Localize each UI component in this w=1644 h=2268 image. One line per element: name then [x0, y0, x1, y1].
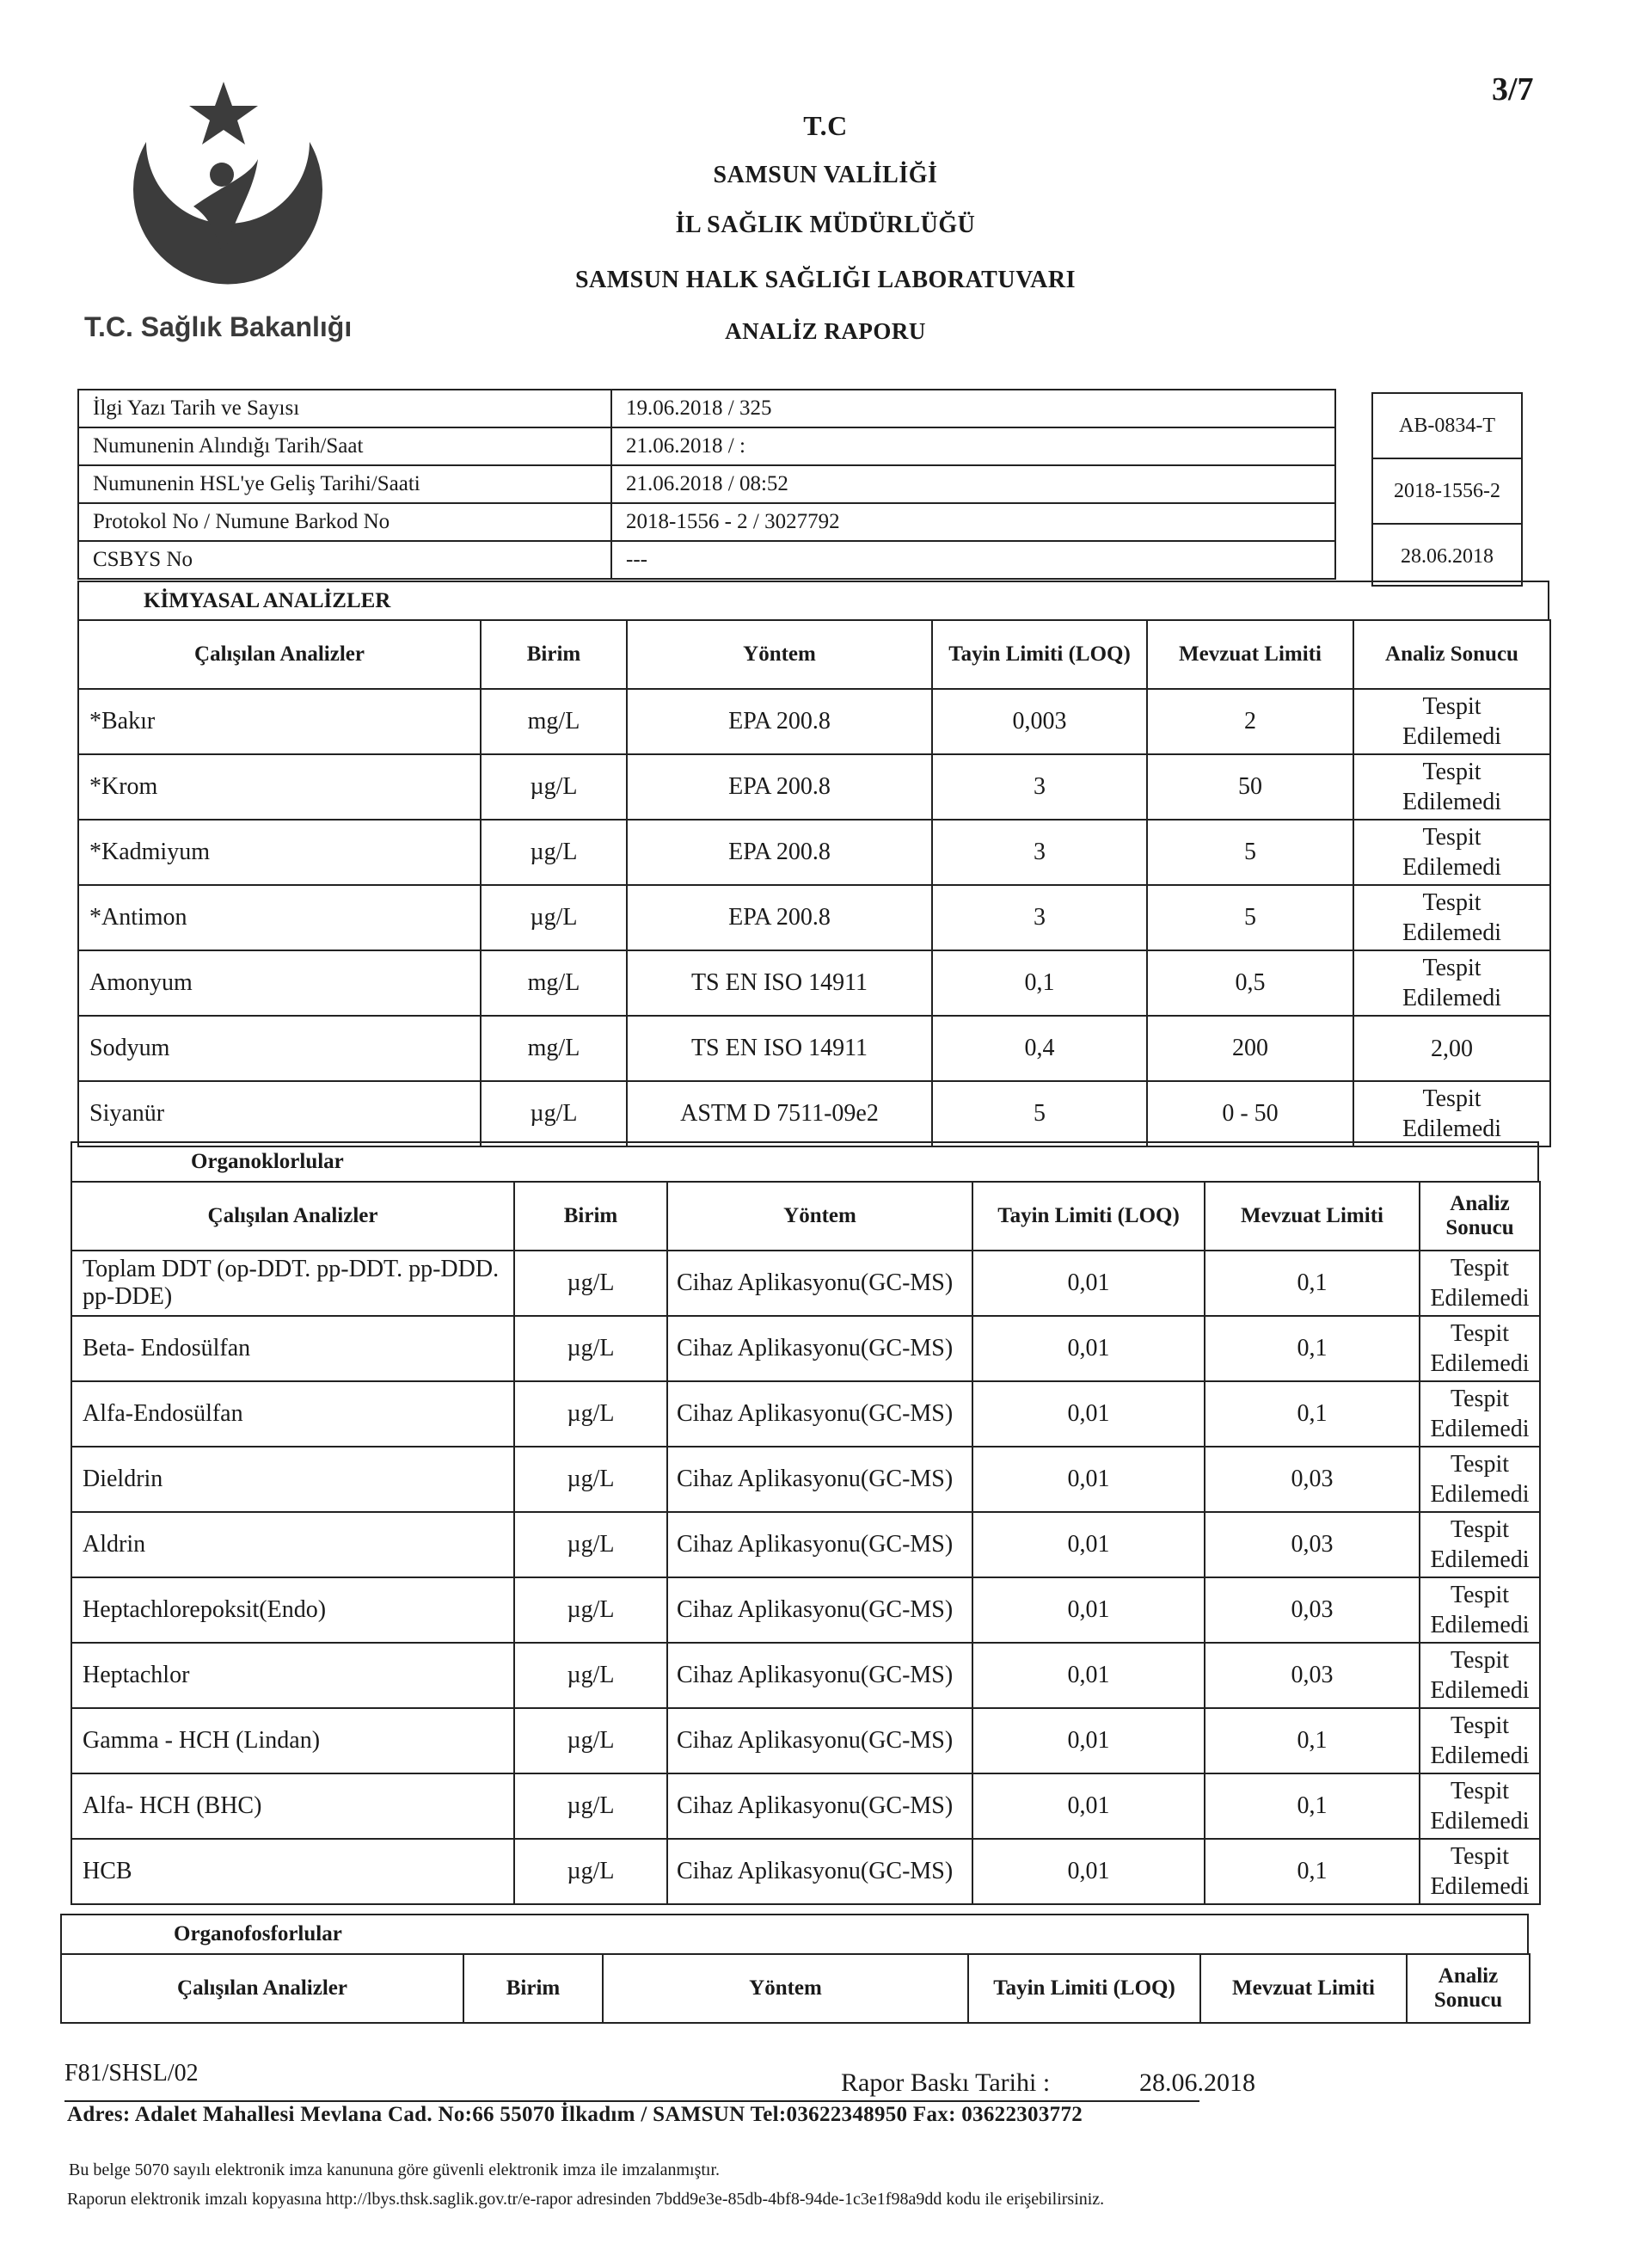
analysis-name: Alfa-Endosülfan — [71, 1381, 514, 1447]
col-analysis: Çalışılan Analizler — [71, 1182, 514, 1251]
legal-limit-cell: 0,1 — [1205, 1381, 1420, 1447]
col-loq: Tayin Limiti (LOQ) — [972, 1182, 1205, 1251]
result-cell — [1420, 1577, 1540, 1643]
loq-cell: 0,01 — [972, 1839, 1205, 1904]
result-line-1: Tespit — [1450, 1255, 1510, 1282]
result-cell — [1420, 1839, 1540, 1904]
col-analysis: Çalışılan Analizler — [78, 620, 481, 689]
e-signature-note: Bu belge 5070 sayılı elektronik imza kanununa göre güvenli elektronik imza ile imzalanmıştır. — [69, 2160, 721, 2179]
result-line-2: Edilemedi — [1402, 1116, 1502, 1142]
loq-cell: 0,4 — [932, 1016, 1147, 1081]
info-label: CSBYS No — [78, 541, 611, 579]
legal-limit-cell: 0,1 — [1205, 1773, 1420, 1839]
analysis-name: *Krom — [78, 754, 481, 820]
method-cell: Cihaz Aplikasyonu(GC-MS) — [667, 1643, 972, 1708]
method-cell: Cihaz Aplikasyonu(GC-MS) — [667, 1708, 972, 1773]
legal-limit-cell: 0,5 — [1147, 950, 1353, 1016]
col-result: Analiz Sonucu — [1407, 1954, 1530, 2023]
table-row — [71, 1316, 1540, 1381]
analysis-name: Amonyum — [78, 950, 481, 1016]
result-cell — [1353, 689, 1550, 754]
result-line-2: Edilemedi — [1430, 1612, 1530, 1638]
legal-limit-cell: 2 — [1147, 689, 1353, 754]
loq-cell: 0,01 — [972, 1643, 1205, 1708]
table-row — [71, 1447, 1540, 1512]
result-cell — [1420, 1708, 1540, 1773]
result-line-2: Edilemedi — [1430, 1873, 1530, 1900]
loq-cell: 0,003 — [932, 689, 1147, 754]
legal-limit-cell: 0,1 — [1205, 1839, 1420, 1904]
col-method: Yöntem — [667, 1182, 972, 1251]
table-row — [78, 754, 1550, 820]
table-row — [78, 950, 1550, 1016]
result-cell — [1353, 820, 1550, 885]
result-line-1: 2,00 — [1431, 1035, 1473, 1062]
header-directorate: İL SAĞLIK MÜDÜRLÜĞÜ — [675, 212, 976, 238]
ministry-logo-text: T.C. Sağlık Bakanlığı — [84, 311, 353, 342]
result-line-1: Tespit — [1422, 1085, 1481, 1112]
result-line-1: Tespit — [1450, 1320, 1510, 1347]
result-line-1: Tespit — [1450, 1778, 1510, 1804]
loq-cell: 0,01 — [972, 1447, 1205, 1512]
result-line-1: Tespit — [1450, 1516, 1510, 1543]
result-cell — [1353, 1016, 1550, 1081]
loq-cell: 0,01 — [972, 1316, 1205, 1381]
result-cell — [1353, 950, 1550, 1016]
table-row — [71, 1773, 1540, 1839]
result-cell — [1420, 1643, 1540, 1708]
info-value: 19.06.2018 / 325 — [611, 390, 1335, 427]
method-cell: ASTM D 7511-09e2 — [627, 1081, 932, 1146]
section-organochlorine-title: Organoklorlular — [71, 1141, 1539, 1181]
info-value: --- — [611, 541, 1335, 579]
info-label: Numunenin Alındığı Tarih/Saat — [78, 427, 611, 465]
loq-cell: 0,01 — [972, 1251, 1205, 1316]
result-cell — [1420, 1512, 1540, 1577]
result-line-2: Edilemedi — [1402, 985, 1502, 1011]
unit-cell: µg/L — [514, 1643, 667, 1708]
legal-limit-cell: 0,1 — [1205, 1316, 1420, 1381]
result-cell — [1353, 754, 1550, 820]
method-cell: EPA 200.8 — [627, 820, 932, 885]
info-row — [78, 427, 1335, 465]
info-label: Numunenin HSL'ye Geliş Tarihi/Saati — [78, 465, 611, 503]
unit-cell: µg/L — [514, 1512, 667, 1577]
legal-limit-cell: 200 — [1147, 1016, 1353, 1081]
table-row — [71, 1381, 1540, 1447]
table-row — [71, 1512, 1540, 1577]
result-line-1: Tespit — [1450, 1582, 1510, 1608]
result-line-2: Edilemedi — [1402, 789, 1502, 815]
analysis-name: Gamma - HCH (Lindan) — [71, 1708, 514, 1773]
table-row — [78, 1016, 1550, 1081]
loq-cell: 0,1 — [932, 950, 1147, 1016]
analysis-name: *Bakır — [78, 689, 481, 754]
info-label: İlgi Yazı Tarih ve Sayısı — [78, 390, 611, 427]
info-row — [78, 541, 1335, 579]
table-header-row — [61, 1954, 1530, 2023]
result-line-2: Edilemedi — [1430, 1285, 1530, 1312]
loq-cell: 3 — [932, 754, 1147, 820]
table-row — [71, 1708, 1540, 1773]
analysis-name: Toplam DDT (op-DDT. pp-DDT. pp-DDD. pp-DDE) — [71, 1251, 514, 1316]
loq-cell: 0,01 — [972, 1512, 1205, 1577]
table-row — [78, 885, 1550, 950]
result-cell — [1420, 1316, 1540, 1381]
report-id-box — [1371, 392, 1523, 587]
legal-limit-cell: 0,03 — [1205, 1447, 1420, 1512]
ministry-logo-icon — [95, 82, 361, 288]
loq-cell: 0,01 — [972, 1708, 1205, 1773]
col-method: Yöntem — [603, 1954, 968, 2023]
analysis-name: HCB — [71, 1839, 514, 1904]
table-row — [71, 1643, 1540, 1708]
analysis-name: Heptachlor — [71, 1643, 514, 1708]
organophosphate-table — [60, 1953, 1531, 2024]
result-cell — [1353, 1081, 1550, 1146]
loq-cell: 0,01 — [972, 1381, 1205, 1447]
result-line-2: Edilemedi — [1430, 1742, 1530, 1769]
loq-cell: 5 — [932, 1081, 1147, 1146]
footer-divider — [64, 2100, 1199, 2102]
loq-cell: 0,01 — [972, 1773, 1205, 1839]
col-legal-limit: Mevzuat Limiti — [1205, 1182, 1420, 1251]
result-line-1: Tespit — [1422, 759, 1481, 785]
unit-cell: µg/L — [514, 1708, 667, 1773]
unit-cell: µg/L — [514, 1381, 667, 1447]
table-header-row — [71, 1182, 1540, 1251]
header-governorship: SAMSUN VALİLİĞİ — [713, 162, 938, 188]
unit-cell: mg/L — [481, 950, 627, 1016]
result-line-2: Edilemedi — [1430, 1350, 1530, 1377]
result-line-2: Edilemedi — [1402, 854, 1502, 881]
chemical-analysis-table — [77, 619, 1551, 1147]
analysis-name: Heptachlorepoksit(Endo) — [71, 1577, 514, 1643]
method-cell: TS EN ISO 14911 — [627, 1016, 932, 1081]
result-line-2: Edilemedi — [1402, 919, 1502, 946]
result-line-1: Tespit — [1450, 1451, 1510, 1478]
section-chemical-title: KİMYASAL ANALİZLER — [77, 581, 1549, 620]
info-label: Protokol No / Numune Barkod No — [78, 503, 611, 541]
analysis-name: *Antimon — [78, 885, 481, 950]
sample-info-table — [77, 389, 1336, 580]
unit-cell: µg/L — [481, 754, 627, 820]
unit-cell: µg/L — [514, 1316, 667, 1381]
method-cell: Cihaz Aplikasyonu(GC-MS) — [667, 1316, 972, 1381]
print-date-label: Rapor Baskı Tarihi : — [841, 2068, 1051, 2097]
result-line-2: Edilemedi — [1430, 1416, 1530, 1442]
analysis-name: Alfa- HCH (BHC) — [71, 1773, 514, 1839]
result-line-2: Edilemedi — [1430, 1481, 1530, 1508]
result-line-2: Edilemedi — [1430, 1677, 1530, 1704]
loq-cell: 0,01 — [972, 1577, 1205, 1643]
col-unit: Birim — [463, 1954, 603, 2023]
result-cell — [1420, 1251, 1540, 1316]
col-legal-limit: Mevzuat Limiti — [1147, 620, 1353, 689]
table-row — [78, 689, 1550, 754]
method-cell: EPA 200.8 — [627, 885, 932, 950]
legal-limit-cell: 0,03 — [1205, 1512, 1420, 1577]
col-unit: Birim — [481, 620, 627, 689]
method-cell: Cihaz Aplikasyonu(GC-MS) — [667, 1577, 972, 1643]
loq-cell: 3 — [932, 885, 1147, 950]
form-code: F81/SHSL/02 — [64, 2060, 199, 2087]
info-row — [78, 503, 1335, 541]
col-unit: Birim — [514, 1182, 667, 1251]
analysis-name: Aldrin — [71, 1512, 514, 1577]
method-cell: Cihaz Aplikasyonu(GC-MS) — [667, 1381, 972, 1447]
analysis-name: Sodyum — [78, 1016, 481, 1081]
page-number: 3/7 — [1492, 71, 1534, 108]
col-method: Yöntem — [627, 620, 932, 689]
legal-limit-cell: 0,03 — [1205, 1577, 1420, 1643]
address: Adres: Adalet Mahallesi Mevlana Cad. No:66 55070 İlkadım / SAMSUN Tel:03622348950 Fax: 03622303772 — [67, 2103, 1083, 2126]
unit-cell: µg/L — [514, 1839, 667, 1904]
unit-cell: µg/L — [514, 1577, 667, 1643]
method-cell: Cihaz Aplikasyonu(GC-MS) — [667, 1512, 972, 1577]
col-analysis: Çalışılan Analizler — [61, 1954, 463, 2023]
result-cell — [1420, 1447, 1540, 1512]
result-line-1: Tespit — [1450, 1647, 1510, 1674]
result-line-2: Edilemedi — [1430, 1808, 1530, 1835]
method-cell: Cihaz Aplikasyonu(GC-MS) — [667, 1839, 972, 1904]
loq-cell: 3 — [932, 820, 1147, 885]
section-organophosphate-title: Organofosforlular — [60, 1914, 1529, 1953]
result-cell — [1420, 1381, 1540, 1447]
info-value: 2018-1556 - 2 / 3027792 — [611, 503, 1335, 541]
result-cell — [1353, 885, 1550, 950]
method-cell: TS EN ISO 14911 — [627, 950, 932, 1016]
info-row — [78, 390, 1335, 427]
print-date-value: 28.06.2018 — [1139, 2068, 1255, 2097]
info-value: 21.06.2018 / : — [611, 427, 1335, 465]
col-result: Analiz Sonucu — [1353, 620, 1550, 689]
unit-cell: mg/L — [481, 689, 627, 754]
unit-cell: µg/L — [481, 1081, 627, 1146]
method-cell: Cihaz Aplikasyonu(GC-MS) — [667, 1447, 972, 1512]
report-number: 2018-1556-2 — [1373, 459, 1521, 525]
legal-limit-cell: 5 — [1147, 820, 1353, 885]
header-tc: T.C — [803, 110, 848, 141]
legal-limit-cell: 5 — [1147, 885, 1353, 950]
result-cell — [1420, 1773, 1540, 1839]
legal-limit-cell: 0,1 — [1205, 1251, 1420, 1316]
unit-cell: µg/L — [514, 1773, 667, 1839]
table-row — [78, 1081, 1550, 1146]
result-line-1: Tespit — [1422, 889, 1481, 916]
table-row — [71, 1251, 1540, 1316]
table-row — [78, 820, 1550, 885]
accreditation-code: AB-0834-T — [1373, 394, 1521, 459]
method-cell: EPA 200.8 — [627, 689, 932, 754]
result-line-1: Tespit — [1422, 955, 1481, 981]
legal-limit-cell: 0,1 — [1205, 1708, 1420, 1773]
unit-cell: µg/L — [514, 1447, 667, 1512]
unit-cell: µg/L — [481, 820, 627, 885]
result-line-1: Tespit — [1450, 1843, 1510, 1870]
analysis-name: Beta- Endosülfan — [71, 1316, 514, 1381]
unit-cell: µg/L — [481, 885, 627, 950]
header-report-title: ANALİZ RAPORU — [725, 318, 926, 344]
report-date: 28.06.2018 — [1401, 545, 1494, 568]
col-legal-limit: Mevzuat Limiti — [1200, 1954, 1407, 2023]
result-line-1: Tespit — [1422, 693, 1481, 720]
analysis-name: Dieldrin — [71, 1447, 514, 1512]
legal-limit-cell: 50 — [1147, 754, 1353, 820]
method-cell: Cihaz Aplikasyonu(GC-MS) — [667, 1773, 972, 1839]
e-report-link-note: Raporun elektronik imzalı kopyasına http://lbys.thsk.saglik.gov.tr/e-rapor adresinden 7bdd9e3e-85db-4bf8-94de-1c3e1f98a9dd kodu ile erişebilirsiniz. — [67, 2190, 1105, 2209]
unit-cell: µg/L — [514, 1251, 667, 1316]
analysis-name: Siyanür — [78, 1081, 481, 1146]
analysis-name: *Kadmiyum — [78, 820, 481, 885]
result-line-2: Edilemedi — [1402, 723, 1502, 750]
col-loq: Tayin Limiti (LOQ) — [932, 620, 1147, 689]
table-row — [71, 1839, 1540, 1904]
info-row — [78, 465, 1335, 503]
legal-limit-cell: 0 - 50 — [1147, 1081, 1353, 1146]
method-cell: EPA 200.8 — [627, 754, 932, 820]
table-header-row — [78, 620, 1550, 689]
result-line-1: Tespit — [1450, 1712, 1510, 1739]
method-cell: Cihaz Aplikasyonu(GC-MS) — [667, 1251, 972, 1316]
table-row — [71, 1577, 1540, 1643]
result-line-2: Edilemedi — [1430, 1546, 1530, 1573]
header-laboratory: SAMSUN HALK SAĞLIĞI LABORATUVARI — [574, 267, 1077, 293]
organochlorine-table — [71, 1181, 1541, 1905]
result-line-1: Tespit — [1422, 824, 1481, 851]
result-line-1: Tespit — [1450, 1386, 1510, 1412]
col-loq: Tayin Limiti (LOQ) — [968, 1954, 1200, 2023]
info-value: 21.06.2018 / 08:52 — [611, 465, 1335, 503]
unit-cell: mg/L — [481, 1016, 627, 1081]
legal-limit-cell: 0,03 — [1205, 1643, 1420, 1708]
col-result: Analiz Sonucu — [1420, 1182, 1540, 1251]
